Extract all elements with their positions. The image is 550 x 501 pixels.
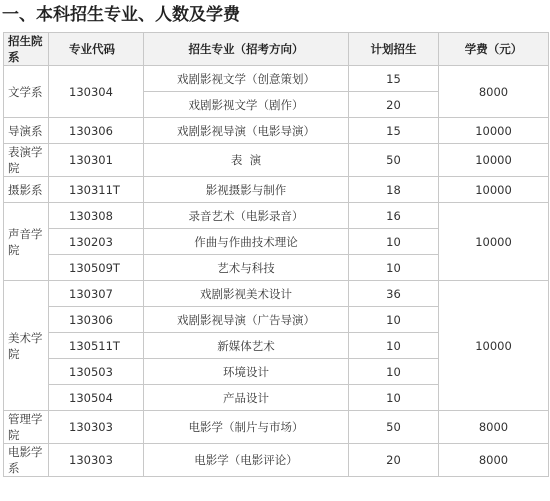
plan-cell: 10: [349, 307, 439, 333]
code-cell: 130503: [49, 359, 144, 385]
header-row: [4, 33, 549, 66]
plan-cell: 15: [349, 66, 439, 92]
header-plan: 计划招生: [349, 33, 439, 66]
code-cell: 130308: [49, 203, 144, 229]
code-cell: 130303: [49, 411, 144, 444]
dept-cell: 美术学院: [4, 281, 49, 411]
plan-cell: 20: [349, 444, 439, 477]
major-cell: 电影学（电影评论）: [144, 444, 349, 477]
table-row: [4, 118, 549, 144]
code-cell: 130304: [49, 66, 144, 118]
code-cell: 130301: [49, 144, 144, 177]
major-cell: 戏剧影视导演（电影导演）: [144, 118, 349, 144]
header-major: 招生专业（招考方向）: [144, 33, 349, 66]
code-cell: 130311T: [49, 177, 144, 203]
dept-cell: 导演系: [4, 118, 49, 144]
table-row: [4, 144, 549, 177]
table-row: [4, 203, 549, 229]
major-cell: 艺术与科技: [144, 255, 349, 281]
code-cell: 130203: [49, 229, 144, 255]
table-row: [4, 177, 549, 203]
fee-cell: 10000: [439, 118, 549, 144]
plan-cell: 15: [349, 118, 439, 144]
table-row: [4, 411, 549, 444]
plan-cell: 36: [349, 281, 439, 307]
major-cell: 录音艺术（电影录音）: [144, 203, 349, 229]
plan-cell: 16: [349, 203, 439, 229]
plan-cell: 10: [349, 333, 439, 359]
major-cell: 电影学（制片与市场）: [144, 411, 349, 444]
header-dept: 招生院系: [4, 33, 49, 66]
fee-cell: 10000: [439, 144, 549, 177]
code-cell: 130511T: [49, 333, 144, 359]
major-cell: 产品设计: [144, 385, 349, 411]
major-cell: 戏剧影视导演（广告导演）: [144, 307, 349, 333]
code-cell: 130504: [49, 385, 144, 411]
plan-cell: 20: [349, 92, 439, 118]
major-cell: 戏剧影视文学（创意策划）: [144, 66, 349, 92]
dept-cell: 声音学院: [4, 203, 49, 281]
code-cell: 130307: [49, 281, 144, 307]
dept-cell: 表演学院: [4, 144, 49, 177]
fee-cell: 8000: [439, 411, 549, 444]
plan-cell: 10: [349, 385, 439, 411]
major-cell: 影视摄影与制作: [144, 177, 349, 203]
dept-cell: 摄影系: [4, 177, 49, 203]
major-cell: 戏剧影视美术设计: [144, 281, 349, 307]
major-cell: 新媒体艺术: [144, 333, 349, 359]
major-cell: 戏剧影视文学（剧作）: [144, 92, 349, 118]
plan-cell: 10: [349, 229, 439, 255]
table-row: [4, 66, 549, 92]
admissions-table: [3, 32, 549, 477]
table-row: [4, 444, 549, 477]
dept-cell: 管理学院: [4, 411, 49, 444]
code-cell: 130303: [49, 444, 144, 477]
code-cell: 130306: [49, 118, 144, 144]
fee-cell: 8000: [439, 66, 549, 118]
table-row: [4, 281, 549, 307]
major-cell: 环境设计: [144, 359, 349, 385]
code-cell: 130509T: [49, 255, 144, 281]
fee-cell: 10000: [439, 203, 549, 281]
major-cell: 作曲与作曲技术理论: [144, 229, 349, 255]
dept-cell: 文学系: [4, 66, 49, 118]
fee-cell: 10000: [439, 281, 549, 411]
plan-cell: 18: [349, 177, 439, 203]
dept-cell: 电影学系: [4, 444, 49, 477]
plan-cell: 50: [349, 411, 439, 444]
major-cell: 表 演: [144, 144, 349, 177]
fee-cell: 10000: [439, 177, 549, 203]
page-heading: 一、本科招生专业、人数及学费: [2, 5, 240, 25]
fee-cell: 8000: [439, 444, 549, 477]
header-fee: 学费（元）: [439, 33, 549, 66]
plan-cell: 50: [349, 144, 439, 177]
plan-cell: 10: [349, 255, 439, 281]
header-code: 专业代码: [49, 33, 144, 66]
code-cell: 130306: [49, 307, 144, 333]
plan-cell: 10: [349, 359, 439, 385]
